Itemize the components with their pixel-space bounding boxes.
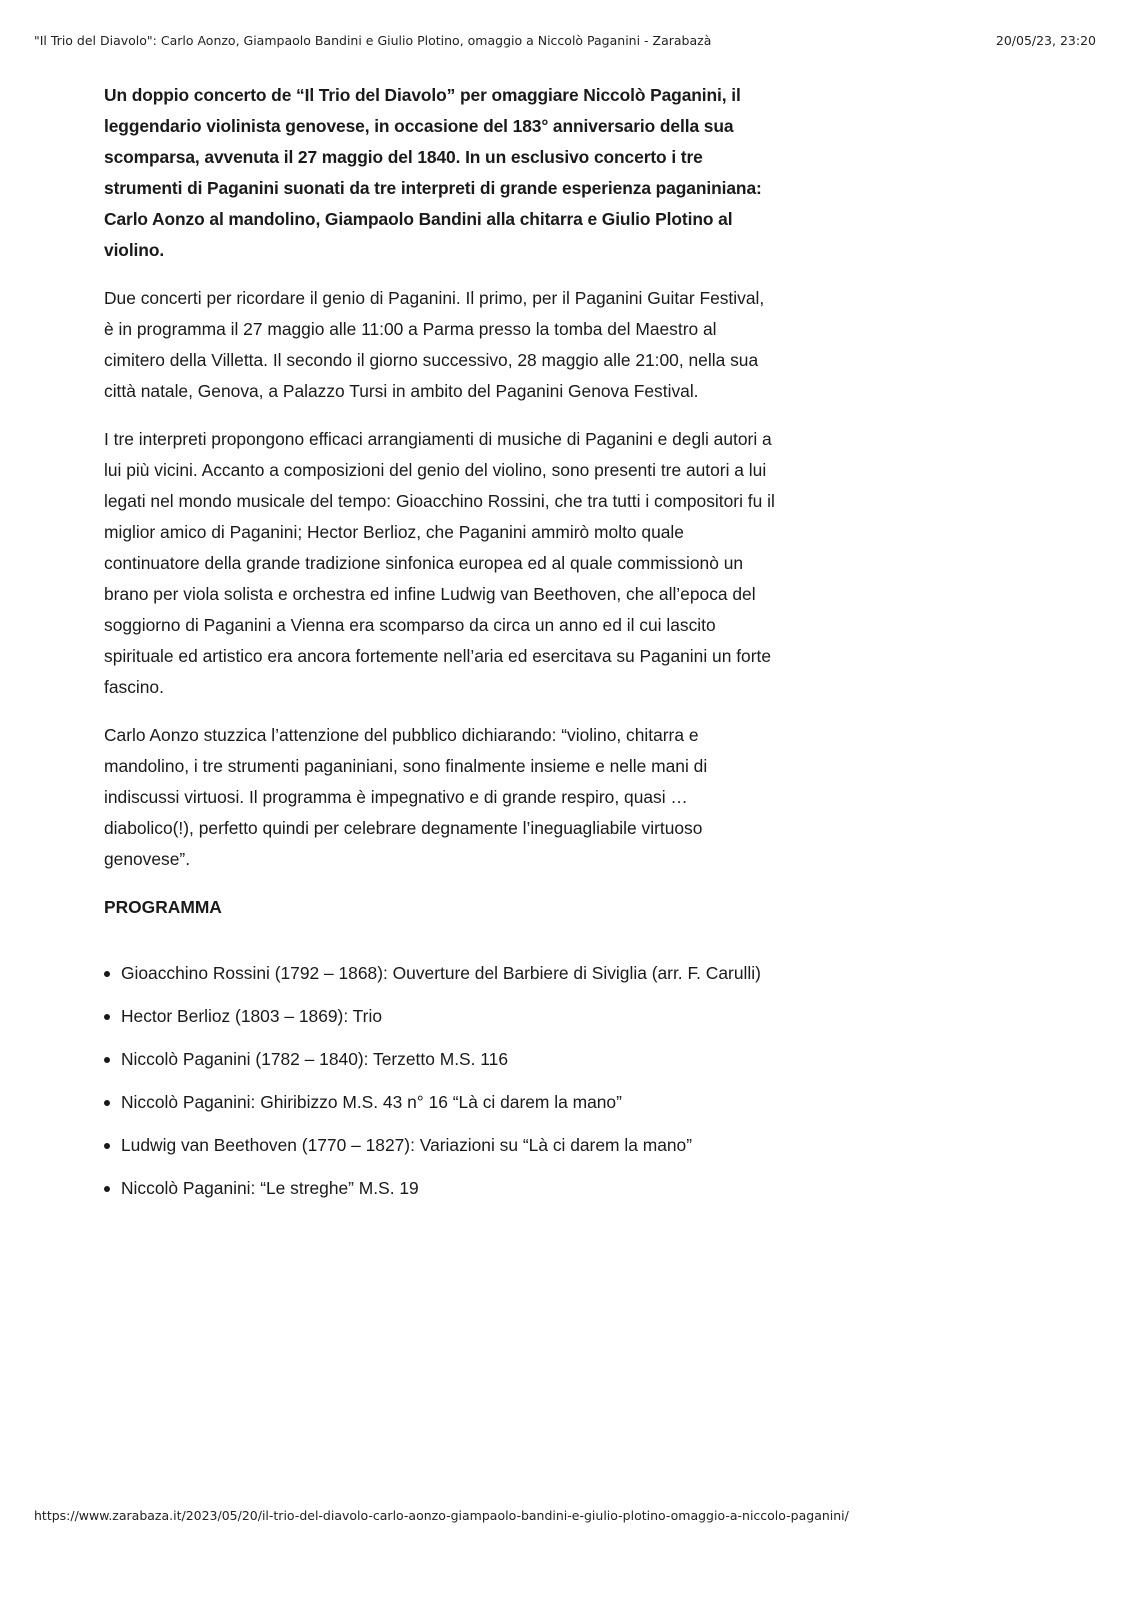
- page-title: "Il Trio del Diavolo": Carlo Aonzo, Giampaolo Bandini e Giulio Plotino, omaggio a Niccolò Paganini - Zarabazà: [34, 33, 712, 48]
- print-datetime: 20/05/23, 23:20: [995, 33, 1096, 48]
- program-item: Niccolò Paganini: Ghiribizzo M.S. 43 n° 16 “Là ci darem la mano”: [104, 1087, 776, 1118]
- article-paragraph-3: Carlo Aonzo stuzzica l’attenzione del pubblico dichiarando: “violino, chitarra e mandolino, i tre strumenti paganiniani, sono finalmente insieme e nelle mani di indiscussi virtuosi. Il programma è impegnativo e di grande respiro, quasi … diabolico(!), perfetto quindi per celebrare degnamente l’ineguagliabile virtuoso genovese”.: [104, 725, 708, 869]
- program-item: Niccolò Paganini (1782 – 1840): Terzetto M.S. 116: [104, 1044, 776, 1075]
- article-lead: Un doppio concerto de “Il Trio del Diavolo” per omaggiare Niccolò Paganini, il leggendario violinista genovese, in occasione del 183° anniversario della sua scomparsa, avvenuta il 27 maggio del 1840. In un esclusivo concerto i tre strumenti di Paganini suonati da tre interpreti di grande esperienza paganiniana: Carlo Aonzo al mandolino, Giampaolo Bandini alla chitarra e Giulio Plotino al violino.: [104, 85, 762, 260]
- program-heading: PROGRAMMA: [104, 897, 222, 917]
- article-paragraph-2: I tre interpreti propongono efficaci arrangiamenti di musiche di Paganini e degli autori a lui più vicini. Accanto a composizioni del genio del violino, sono presenti tre autori a lui legati nel mondo musicale del tempo: Gioacchino Rossini, che tra tutti i compositori fu il miglior amico di Paganini; Hector Berlioz, che Paganini ammirò molto quale continuatore della grande tradizione sinfonica europea ed al quale commissionò un brano per viola solista e orchestra ed infine Ludwig van Beethoven, che all’epoca del soggiorno di Paganini a Vienna era scomparso da circa un anno ed il cui lascito spirituale ed artistico era ancora fortemente nell’aria ed esercitava su Paganini un forte fascino.: [104, 429, 775, 697]
- program-item: Hector Berlioz (1803 – 1869): Trio: [104, 1001, 776, 1032]
- program-item: Niccolò Paganini: “Le streghe” M.S. 19: [104, 1173, 776, 1204]
- program-item: Gioacchino Rossini (1792 – 1868): Ouverture del Barbiere di Siviglia (arr. F. Carulli): [104, 958, 776, 989]
- program-item: Ludwig van Beethoven (1770 – 1827): Variazioni su “Là ci darem la mano”: [104, 1130, 776, 1161]
- article-body: [104, 80, 776, 1216]
- program-list: [104, 940, 776, 1204]
- article-paragraph-1: Due concerti per ricordare il genio di Paganini. Il primo, per il Paganini Guitar Festival, è in programma il 27 maggio alle 11:00 a Parma presso la tomba del Maestro al cimitero della Villetta. Il secondo il giorno successivo, 28 maggio alle 21:00, nella sua città natale, Genova, a Palazzo Tursi in ambito del Paganini Genova Festival.: [104, 288, 765, 401]
- print-header: [34, 33, 1096, 51]
- page-url: https://www.zarabaza.it/2023/05/20/il-trio-del-diavolo-carlo-aonzo-giampaolo-bandini-e-giulio-plotino-omaggio-a-niccolo-paganini/: [34, 1508, 849, 1523]
